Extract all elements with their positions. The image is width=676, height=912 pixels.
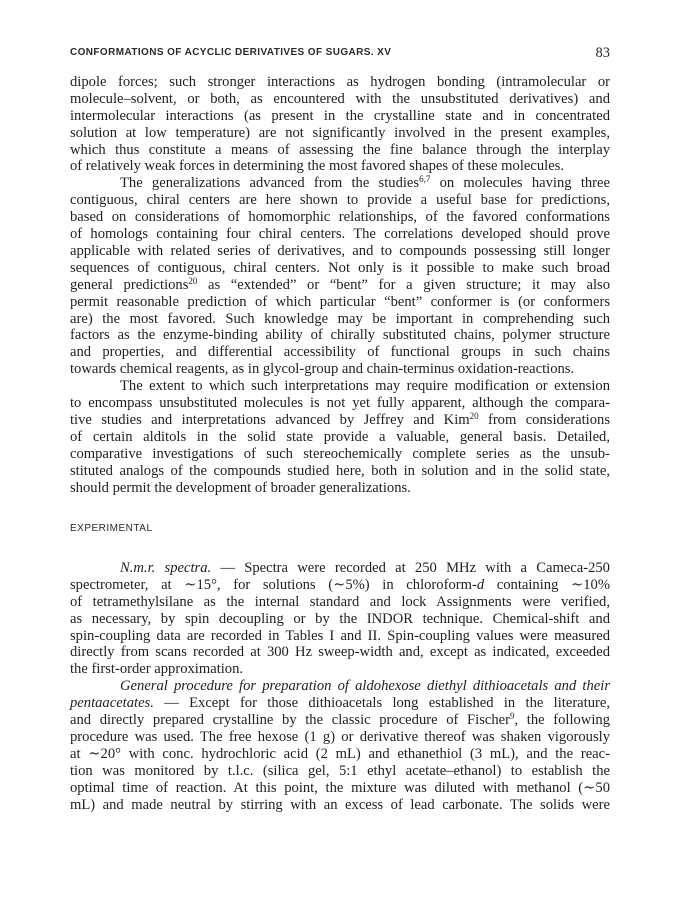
text-line: dipole forces; such stronger interactions as hydrogen bonding (intramolecular or: [70, 74, 610, 90]
text-line: are) the most favored. Such knowledge may be important in comprehending such: [70, 310, 610, 327]
text-line: based on considerations of homomorphic relationships, of the favored conformations: [70, 209, 610, 226]
text-line: The extent to which such interpretations may require modification or extension: [120, 378, 610, 395]
text-line: mL) and made neutral by stirring with an excess of lead carbonate. The solids were: [70, 796, 610, 813]
text-line: and directly prepared crystalline by the classic procedure of Fischer$^9$, the following: [70, 711, 610, 729]
text-line: towards chemical reagents, as in glycol-group and chain-terminus oxidation-reactions.: [70, 361, 575, 378]
text-line: of tetramethylsilane as the internal standard and lock Assignments were verified,: [70, 593, 610, 610]
text-line: factors as the enzyme-binding ability of chirally substituted chains, polymer structure: [70, 327, 610, 344]
text-line: to encompass unsubstituted molecules is not yet fully apparent, although the compara-: [70, 395, 610, 412]
text-line: sequences of contiguous, chiral centers. Not only is it possible to make such broad: [70, 259, 610, 276]
text-line: of certain alditols in the solid state provide a valuable, general basis. Detailed,: [70, 428, 610, 445]
text-line: of relatively weak forces in determining the most favored shapes of these molecules.: [70, 158, 564, 175]
text-line: directly from scans recorded at 300 Hz sweep-width and, except as indicated, exceeded: [70, 644, 610, 661]
text-line: general predictions$^{20}$ as “extended” or “bent” for a given structure; it may also: [70, 275, 610, 293]
text-line: pentaacetates. — Except for those dithioacetals long established in the literature,: [70, 695, 610, 712]
text-line: [70, 678, 610, 695]
text-line: procedure was used. The free hexose (1 g) or derivative thereof was shaken vigorously: [70, 728, 610, 745]
text-line: applicable with related series of derivatives, and to compounds possessing still longer: [70, 242, 610, 259]
citation-superscript: 6,7: [419, 174, 431, 185]
run-in-heading: General procedure for preparation of aldohexose diethyl dithioacetals and their: [120, 678, 610, 695]
running-title: CONFORMATIONS OF ACYCLIC DERIVATIVES OF SUGARS. XV: [70, 47, 392, 58]
citation-superscript: 20: [188, 275, 198, 286]
text-line: solution at low temperature) are not significantly involved in the present examples,: [70, 124, 610, 141]
paragraph-nmr-spectra: [70, 560, 610, 678]
text-line: of homologs containing four chiral centers. The correlations developed should prove: [70, 226, 610, 243]
text-line: intermolecular interactions (as present in the crystalline state and in concentrated: [70, 107, 610, 124]
text-line: spectrometer, at ∼15°, for solutions (∼5%) in chloroform-d containing ∼10%: [70, 576, 610, 593]
text-line: contiguous, chiral centers are here shown to provide a useful base for predictions,: [70, 192, 610, 209]
text-line: should permit the development of broader generalizations.: [70, 479, 411, 496]
citation-superscript: 9: [509, 711, 515, 722]
run-in-heading: N.m.r. spectra.: [120, 560, 212, 576]
text-line: as necessary, by spin decoupling or by the INDOR technique. Chemical-shift and: [70, 610, 610, 627]
paragraph-general-procedure: [70, 678, 610, 813]
text-line: optimal time of reaction. At this point, the mixture was diluted with methanol (∼50: [70, 779, 610, 796]
text-line: stituted analogs of the compounds studied here, both in solution and in the solid state,: [70, 462, 610, 479]
text-line: molecule–solvent, or both, as encountered with the unsubstituted derivatives) and: [70, 90, 610, 107]
text-line: tive studies and interpretations advanced by Jeffrey and Kim$^{20}$ from considerations: [70, 410, 610, 428]
page-number: 83: [595, 45, 610, 61]
paragraph-continued: [70, 74, 610, 175]
text-line: comparative investigations of such stereochemically complete series as the unsub-: [70, 445, 610, 462]
text-line: the first-order approximation.: [70, 661, 244, 678]
text-line: N.m.r. spectra. — Spectra were recorded at 250 MHz with a Cameca-250: [120, 560, 610, 576]
section-heading: EXPERIMENTAL: [70, 523, 153, 534]
text-line: The generalizations advanced from the studies$^{6,7}$ on molecules having three: [120, 174, 610, 192]
citation-superscript: 20: [469, 410, 479, 421]
text-line: permit reasonable prediction of which particular “bent” conformer is (or conformers: [70, 293, 610, 310]
paragraph-extent: [70, 378, 610, 496]
text-line: at ∼20° with conc. hydrochloric acid (2 mL) and ethanethiol (3 mL), and the reac-: [70, 745, 610, 762]
text-line: spin-coupling data are recorded in Tables I and II. Spin-coupling values were measured: [70, 627, 610, 644]
text-line: tion was monitored by t.l.c. (silica gel, 5:1 ethyl acetate–ethanol) to establish the: [70, 762, 610, 779]
text-line: which thus constitute a means of assessing the fine balance through the interplay: [70, 141, 610, 158]
paragraph-generalizations: [70, 175, 610, 378]
text-line: and properties, and differential accessibility of functional groups in such chains: [70, 344, 610, 361]
running-head: [70, 45, 610, 65]
